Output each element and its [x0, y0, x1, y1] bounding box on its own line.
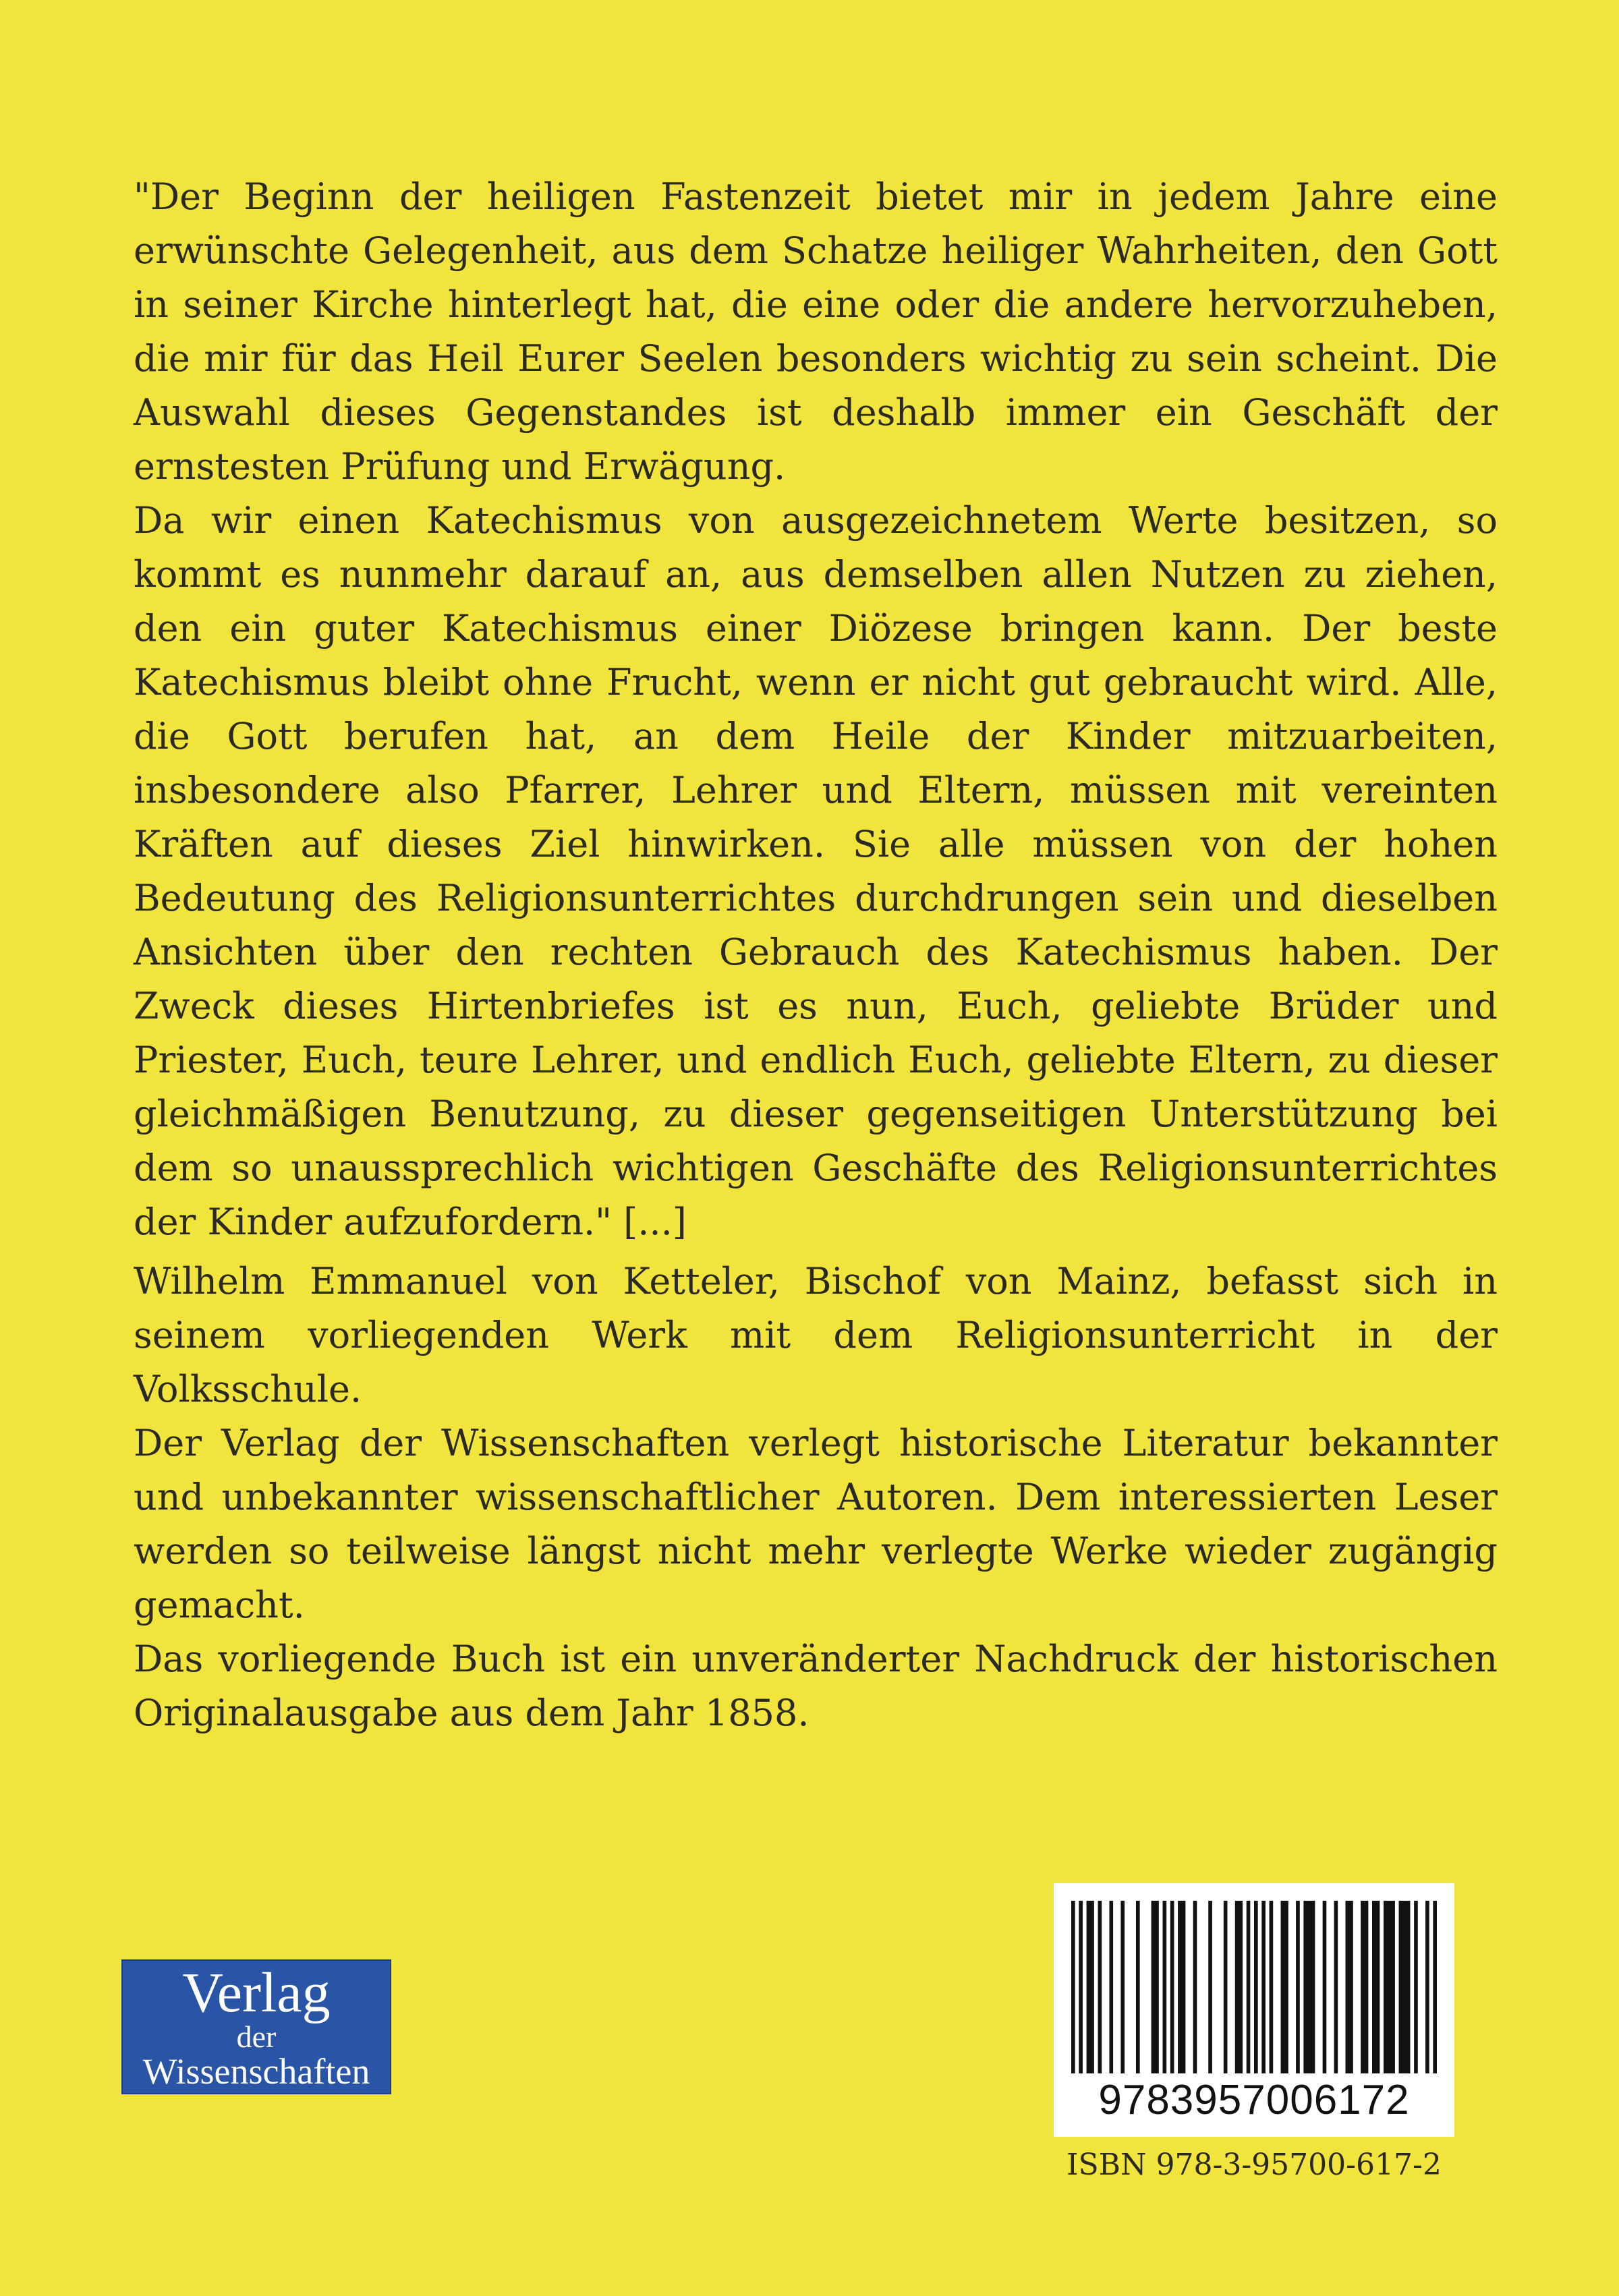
barcode-bar — [1224, 1901, 1228, 2073]
barcode-bar — [1071, 1901, 1075, 2073]
barcode-bar — [1270, 1901, 1274, 2073]
barcode-bar — [1152, 1901, 1159, 2073]
logo-line-wissenschaften: Wissenschaften — [142, 2051, 370, 2092]
barcode-bar — [1170, 1901, 1174, 2073]
description-paragraph: Wilhelm Emmanuel von Ketteler, Bischof von Mainz, befasst sich in seinem vorliegenden Werk mit dem Religionsunterricht in der Volksschule. — [134, 1260, 1498, 1410]
barcode-bar — [1296, 1901, 1300, 2073]
barcode-bar — [1414, 1901, 1418, 2073]
barcode — [1054, 1883, 1454, 2137]
book-description — [134, 1255, 1498, 1740]
barcode-bar — [1136, 1901, 1140, 2073]
barcode-digits: 9783957006172 — [1098, 2077, 1410, 2123]
barcode-bar — [1281, 1901, 1288, 2073]
barcode-bar — [1372, 1901, 1380, 2073]
barcode-bar — [1163, 1901, 1167, 2073]
barcode-bar — [1303, 1901, 1315, 2073]
barcode-bar — [1361, 1901, 1368, 2073]
quote-paragraph: Da wir einen Katechismus von ausgezeichnetem Werte besitzen, so kommt es nunmehr darauf an, aus demselben allen Nutzen zu ziehen, den ein guter Katechismus einer Diözese bringen kann. Der beste Katechismus bleibt ohne Frucht, wenn er nicht gut gebraucht wird. Alle, die Gott berufen hat, an dem Heile der Kinder mitzuarbeiten, insbesondere also Pfarrer, Lehrer und Eltern, müssen mit vereinten Kräften auf dieses Ziel hinwirken. Sie alle müssen von der hohen Bedeutung des Religionsunterrichtes durchdrungen sein und dieselben Ansichten über den rechten Gebrauch des Katechismus haben. Der Zweck dieses Hirtenbriefes ist es nun, Euch, geliebte Brüder und Priester, Euch, teure Lehrer, und endlich Euch, geliebte Eltern, zu dieser gleichmäßigen Benutzung, zu dieser gegenseitigen Unterstützung bei dem so unaussprechlich wichtigen Geschäfte des Religionsunterrichtes der Kinder aufzufordern." [...] — [134, 499, 1498, 1243]
barcode-bar — [1079, 1901, 1083, 2073]
barcode-bar — [1120, 1901, 1125, 2073]
barcode-bar — [1334, 1901, 1338, 2073]
barcode-bar — [1087, 1901, 1094, 2073]
description-paragraph: Das vorliegende Buch ist ein unveränderter Nachdruck der historischen Originalausgabe aus dem Jahr 1858. — [134, 1638, 1498, 1734]
barcode-bar — [1247, 1901, 1251, 2073]
barcode-bar — [1235, 1901, 1243, 2073]
barcode-bar — [1178, 1901, 1185, 2073]
barcode-bar — [1433, 1901, 1437, 2073]
barcode-bar — [1208, 1901, 1212, 2073]
barcode-bars — [1071, 1901, 1437, 2073]
barcode-bar — [1098, 1901, 1102, 2073]
barcode-bar — [1425, 1901, 1429, 2073]
description-paragraph: Der Verlag der Wissenschaften verlegt historische Literatur bekannter und unbekannter wissenschaftlicher Autoren. Dem interessierten Leser werden so teilweise längst nicht mehr verlegte Werke wieder zugängig gemacht. — [134, 1422, 1498, 1626]
barcode-bar — [1254, 1901, 1258, 2073]
publisher-logo — [121, 1959, 391, 2094]
barcode-bar — [1323, 1901, 1327, 2073]
barcode-bar — [1261, 1901, 1266, 2073]
quote-text — [134, 170, 1498, 1249]
barcode-bar — [1399, 1901, 1411, 2073]
quote-paragraph: "Der Beginn der heiligen Fastenzeit bietet mir in jedem Jahre eine erwünschte Gelegenheit, aus dem Schatze heiliger Wahrheiten, den Gott in seiner Kirche hinterlegt hat, die eine oder die andere hervorzuheben, die mir für das Heil Eurer Seelen besonders wichtig zu sein scheint. Die Auswahl dieses Gegenstandes ist deshalb immer ein Geschäft der ernstesten Prüfung und Erwägung. — [134, 175, 1498, 488]
isbn-label: ISBN 978-3-95700-617-2 — [1067, 2148, 1442, 2182]
barcode-bar — [1193, 1901, 1197, 2073]
logo-line-der: der — [236, 2019, 277, 2054]
logo-line-verlag: Verlag — [182, 1961, 331, 2024]
barcode-bar — [1384, 1901, 1395, 2073]
barcode-bar — [1109, 1901, 1113, 2073]
barcode-bar — [1346, 1901, 1353, 2073]
